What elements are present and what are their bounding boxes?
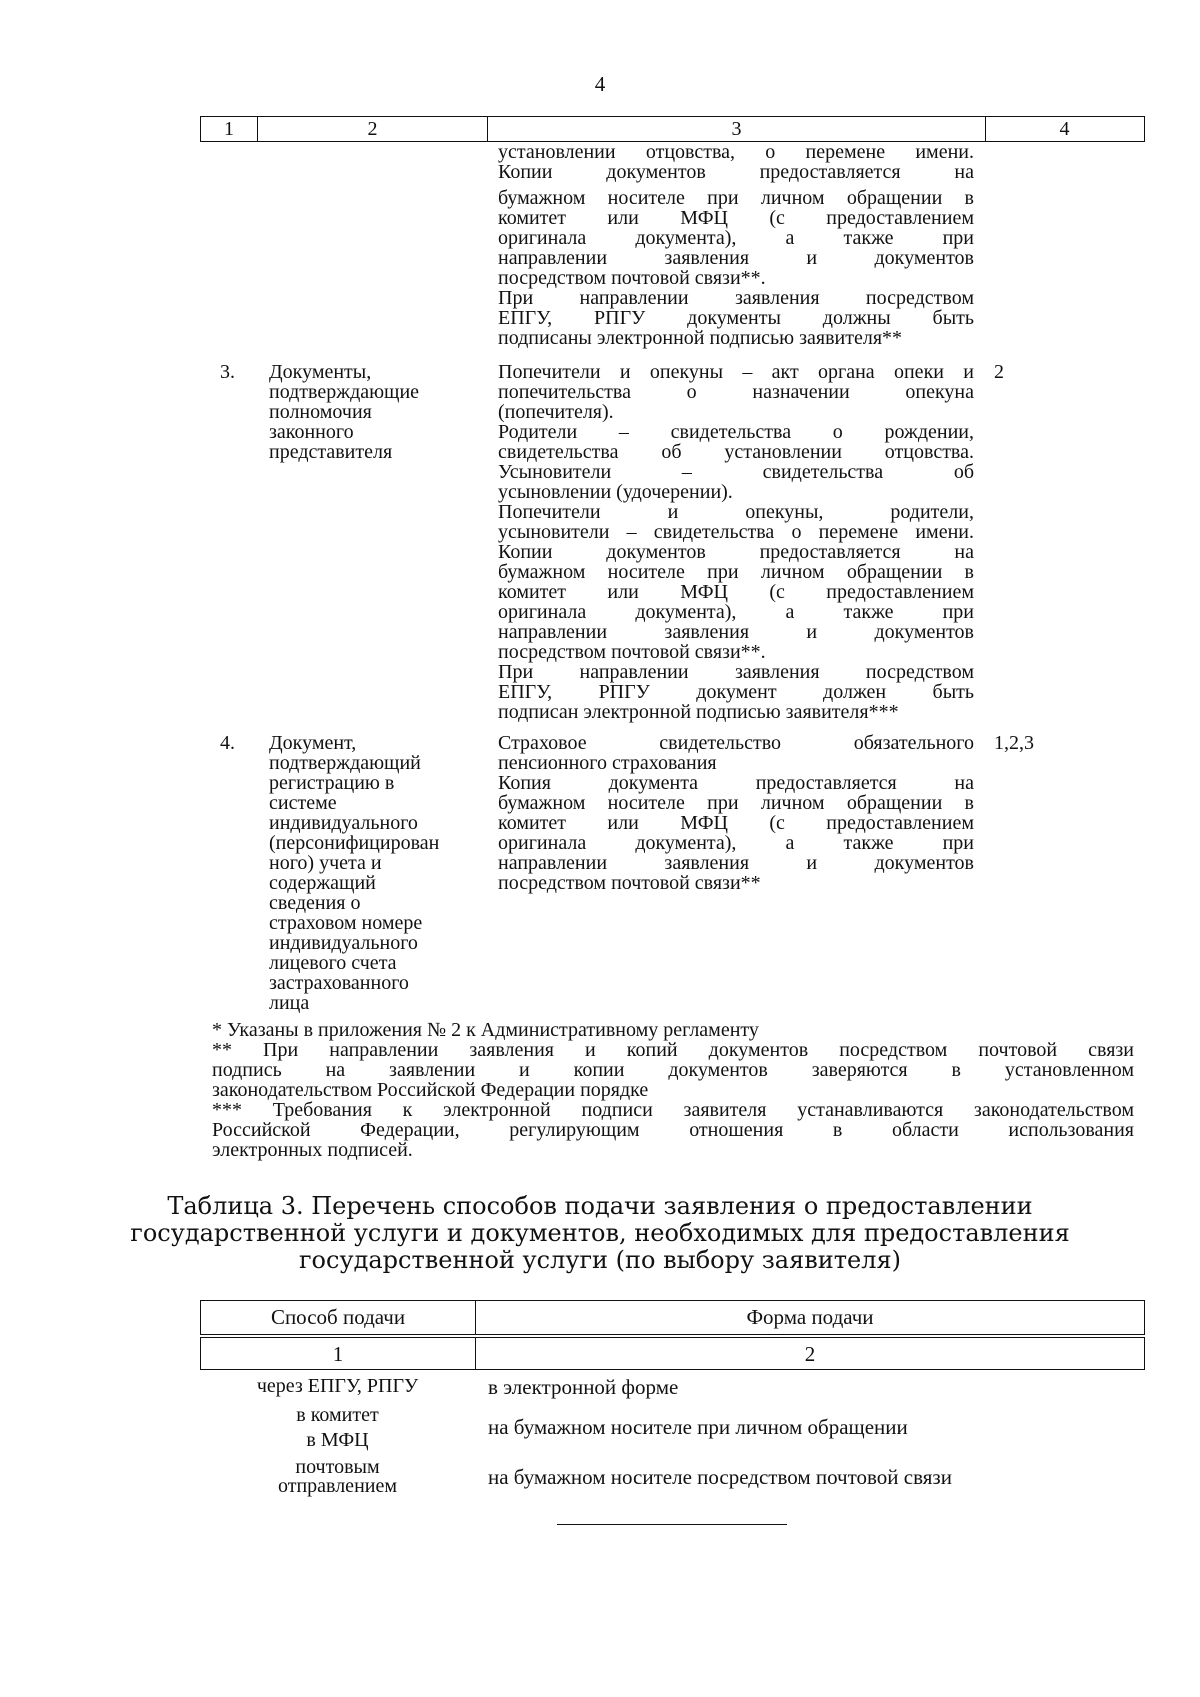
- text-line: При направлении заявления посредством: [498, 661, 974, 683]
- method-cell: в МФЦ: [306, 1429, 369, 1451]
- text-line: содержащий: [269, 872, 376, 894]
- text-line: регистрацию в: [269, 772, 395, 794]
- table3-title: [0, 1193, 1200, 1274]
- title-line: государственной услуги и документов, необходимых для предоставления: [130, 1219, 1070, 1247]
- submission-methods-table: [200, 1300, 1145, 1520]
- text-line: Копия документа предоставляется на: [498, 772, 974, 794]
- method-cell: почтовым: [295, 1456, 380, 1478]
- title-line: государственной услуги (по выбору заявителя): [298, 1246, 901, 1274]
- method-cell: в комитет: [296, 1404, 379, 1426]
- text-line: системе: [269, 792, 337, 814]
- footnote-line: электронных подписей.: [212, 1139, 413, 1161]
- text-line: ЕПГУ, РПГУ документы должны быть: [498, 307, 974, 329]
- reference-number: 1,2,3: [994, 732, 1034, 754]
- text-line: Попечители и опекуны, родители,: [498, 501, 974, 523]
- text-line: Документ,: [269, 732, 357, 754]
- header-method: Способ подачи: [201, 1301, 476, 1334]
- text-line: посредством почтовой связи**.: [498, 267, 766, 289]
- text-line: застрахованного: [269, 972, 409, 994]
- document-name: [269, 733, 484, 1013]
- text-line: Усыновители – свидетельства об: [498, 461, 974, 483]
- text-line: Документы,: [269, 361, 372, 383]
- column-number: 2: [804, 1342, 816, 1366]
- text-line: (попечителя).: [498, 401, 614, 423]
- footnote-line: подпись на заявлении и копии документов заверяются в установленном: [212, 1059, 1134, 1081]
- text-line: лицевого счета: [269, 952, 397, 974]
- requirements-table: [200, 116, 1145, 1014]
- text-line: комитет или МФЦ (с предоставлением: [498, 207, 974, 229]
- text-line: полномочия: [269, 401, 372, 423]
- page-number: 4: [594, 72, 606, 96]
- text-line: усыновлении (удочерении).: [498, 481, 733, 503]
- text-line: При направлении заявления посредством: [498, 287, 974, 309]
- row-number: 3.: [220, 361, 235, 383]
- method-cell: отправлением: [277, 1475, 398, 1497]
- text-line: направлении заявления и документов: [498, 852, 974, 874]
- text-line: бумажном носителе при личном обращении в: [498, 187, 974, 209]
- form-cell: на бумажном носителе посредством почтовой связи: [488, 1465, 952, 1489]
- text-line: комитет или МФЦ (с предоставлением: [498, 812, 974, 834]
- footnote-line: Российской Федерации, регулирующим отношения в области использования: [212, 1119, 1134, 1141]
- text-line: Копии документов предоставляется на: [498, 541, 974, 563]
- text-line: подписаны электронной подписью заявителя**: [498, 327, 903, 349]
- reference-number: 2: [994, 361, 1004, 383]
- text-line: подписан электронной подписью заявителя***: [498, 701, 899, 723]
- text-line: ЕПГУ, РПГУ документ должен быть: [498, 681, 974, 703]
- text-line: законного: [269, 421, 354, 443]
- method-cell: через ЕПГУ, РПГУ: [256, 1375, 419, 1397]
- text-line: Родители – свидетельства о рождении,: [498, 421, 974, 443]
- footnote-line: законодательством Российской Федерации порядке: [212, 1079, 649, 1101]
- text-line: бумажном носителе при личном обращении в: [498, 561, 974, 583]
- end-divider: [557, 1524, 787, 1525]
- row-number: 4.: [220, 732, 235, 754]
- text-line: ного) учета и: [269, 852, 382, 874]
- text-line: бумажном носителе при личном обращении в: [498, 792, 974, 814]
- text-line: сведения о: [269, 892, 361, 914]
- document-description: [498, 362, 974, 722]
- form-cell: на бумажном носителе при личном обращении: [488, 1415, 908, 1439]
- text-line: направлении заявления и документов: [498, 247, 974, 269]
- footnote-line: ** При направлении заявления и копий документов посредством почтовой связи: [212, 1039, 1134, 1061]
- text-line: оригинала документа), а также при: [498, 832, 974, 854]
- text-line: (персонифицирован: [269, 832, 440, 854]
- header-form: Форма подачи: [746, 1305, 874, 1329]
- text-line: представителя: [269, 441, 393, 463]
- text-line: установлении отцовства, о перемене имени.: [498, 141, 974, 163]
- document-name: [269, 362, 484, 462]
- text-line: оригинала документа), а также при: [498, 227, 974, 249]
- text-line: подтверждающие: [269, 381, 420, 403]
- text-line: подтверждающий: [269, 752, 421, 774]
- text-line: индивидуального: [269, 932, 418, 954]
- form-cell: в электронной форме: [488, 1375, 679, 1399]
- continued-cell-text: [498, 142, 974, 348]
- header-col-4: 4: [1059, 118, 1070, 140]
- text-line: страховом номере: [269, 912, 423, 934]
- column-number-row: [200, 1337, 1145, 1370]
- text-line: лица: [269, 992, 310, 1014]
- text-line: усыновители – свидетельства о перемене имени.: [498, 521, 974, 543]
- footnote-line: * Указаны в приложения № 2 к Административному регламенту: [212, 1019, 759, 1041]
- text-line: Копии документов предоставляется на: [498, 161, 974, 183]
- header-col-3: 3: [488, 117, 986, 141]
- text-line: попечительства о назначении опекуна: [498, 381, 974, 403]
- document-description: [498, 733, 974, 893]
- footnotes: [212, 1020, 1134, 1160]
- text-line: свидетельства об установлении отцовства.: [498, 441, 974, 463]
- table-header-row: [200, 1300, 1145, 1335]
- text-line: направлении заявления и документов: [498, 621, 974, 643]
- footnote-line: *** Требования к электронной подписи заявителя устанавливаются законодательством: [212, 1099, 1134, 1121]
- text-line: Попечители и опекуны – акт органа опеки и: [498, 361, 974, 383]
- column-number: 1: [201, 1338, 476, 1369]
- title-line: Таблица 3. Перечень способов подачи заявления о предоставлении: [167, 1192, 1033, 1220]
- table-body: [200, 1370, 1145, 1520]
- header-col-2: 2: [258, 117, 488, 141]
- text-line: комитет или МФЦ (с предоставлением: [498, 581, 974, 603]
- text-line: индивидуального: [269, 812, 418, 834]
- text-line: посредством почтовой связи**: [498, 872, 761, 894]
- header-col-1: 1: [201, 117, 258, 141]
- text-line: пенсионного страхования: [498, 752, 717, 774]
- text-line: посредством почтовой связи**.: [498, 641, 766, 663]
- table-header-row: [200, 116, 1145, 142]
- text-line: Страховое свидетельство обязательного: [498, 732, 974, 754]
- text-line: оригинала документа), а также при: [498, 601, 974, 623]
